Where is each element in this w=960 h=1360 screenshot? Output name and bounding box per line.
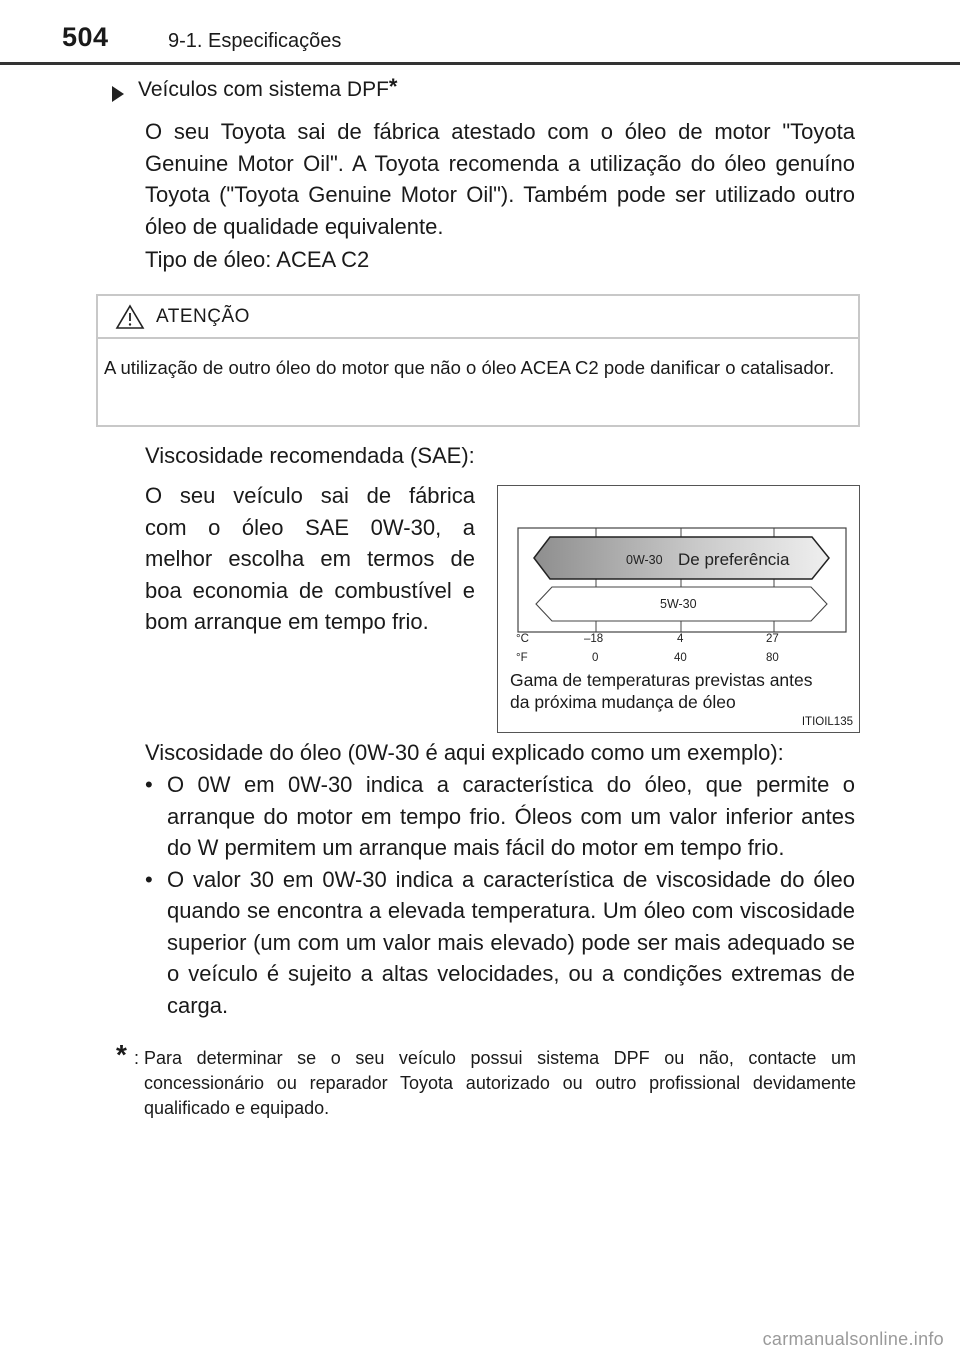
figure-caption-line: Gama de temperaturas previstas antes: [510, 670, 813, 690]
figure-code: ITIOIL135: [801, 716, 853, 728]
oil-type: Tipo de óleo: ACEA C2: [145, 247, 370, 272]
footnote-body: [116, 1046, 856, 1121]
warning-header: [98, 296, 858, 339]
celsius-tick: 4: [677, 633, 684, 645]
celsius-tick: –18: [584, 633, 604, 645]
figure-caption: [510, 669, 813, 713]
header-rule: [0, 62, 960, 65]
viscosity-line: O seu veículo sai de fábrica: [145, 483, 475, 508]
page-header: [0, 0, 960, 66]
viscosity-title: Viscosidade recomendada (SAE):: [145, 443, 475, 468]
dpf-heading: [104, 74, 398, 104]
fahrenheit-unit: °F: [516, 652, 528, 664]
section-title: 9-1. Especificações: [168, 30, 342, 52]
viscosity-line: com o óleo SAE 0W-30, a: [145, 514, 475, 540]
footnote-asterisk: *: [116, 1039, 127, 1070]
dpf-heading-text: Veículos com sistema DPF: [138, 78, 389, 101]
viscosity-description: [145, 480, 475, 638]
warning-box: [96, 294, 860, 427]
page-number: 504: [62, 22, 109, 52]
alt-grade-label: 5W-30: [660, 597, 697, 611]
preferred-label: De preferência: [678, 550, 790, 569]
bullet-item: • O valor 30 em 0W-30 indica a característica de viscosidade do óleo quando se encontra a elevada temperatura. Um óleo com viscosidade superior (um com um valor mais elevado) pode ser mais adequado se o veículo é sujeito a altas velocidades, ou a condições extremas de carga.: [145, 864, 855, 1022]
viscosity-line: melhor escolha em termos de: [145, 546, 475, 571]
figure-caption-line: da próxima mudança de óleo: [510, 692, 736, 712]
fahrenheit-tick: 80: [766, 652, 779, 664]
celsius-tick: 27: [766, 633, 779, 645]
footnote-colon: :: [134, 1048, 140, 1068]
viscosity-chart-figure: [497, 485, 860, 733]
dpf-heading-asterisk: *: [388, 74, 398, 99]
explanation-title: Viscosidade do óleo (0W-30 é aqui explicado como um exemplo):: [145, 740, 784, 765]
triangle-bullet-icon: [112, 86, 124, 102]
warning-triangle-icon: [115, 304, 145, 330]
explanation-bullets: [145, 769, 855, 1021]
celsius-unit: °C: [516, 633, 529, 645]
intro-paragraph: O seu Toyota sai de fábrica atestado com o óleo de motor "Toyota Genuine Motor Oil". A Toyota recomenda a utilização do óleo genuíno Toyota ("Toyota Genuine Motor Oil"). Também pode ser utilizado outro óleo de qualidade equivalente.: [145, 119, 855, 239]
footnote-text: Para determinar se o seu veículo possui sistema DPF ou não, contacte um concessionário ou reparador Toyota autorizado ou outro profissional devidamente qualificado e equipado.: [144, 1048, 856, 1118]
warning-text: A utilização de outro óleo do motor que não o óleo ACEA C2 pode danificar o catalisador.: [104, 357, 835, 378]
viscosity-line: bom arranque em tempo frio.: [145, 609, 429, 634]
warning-title: ATENÇÃO: [156, 306, 250, 327]
preferred-grade-label: 0W-30: [626, 553, 663, 567]
fahrenheit-tick: 0: [592, 652, 599, 664]
fahrenheit-tick: 40: [674, 652, 687, 664]
viscosity-line: boa economia de combustível e: [145, 577, 475, 603]
watermark: carmanualsonline.info: [762, 1329, 944, 1349]
bullet-item: • O 0W em 0W-30 indica a característica do óleo, que permite o arranque do motor em tempo frio. Óleos com um valor inferior antes do W permitem um arranque mais fácil do motor em tempo frio.: [145, 769, 855, 864]
footnote: [116, 1039, 856, 1121]
